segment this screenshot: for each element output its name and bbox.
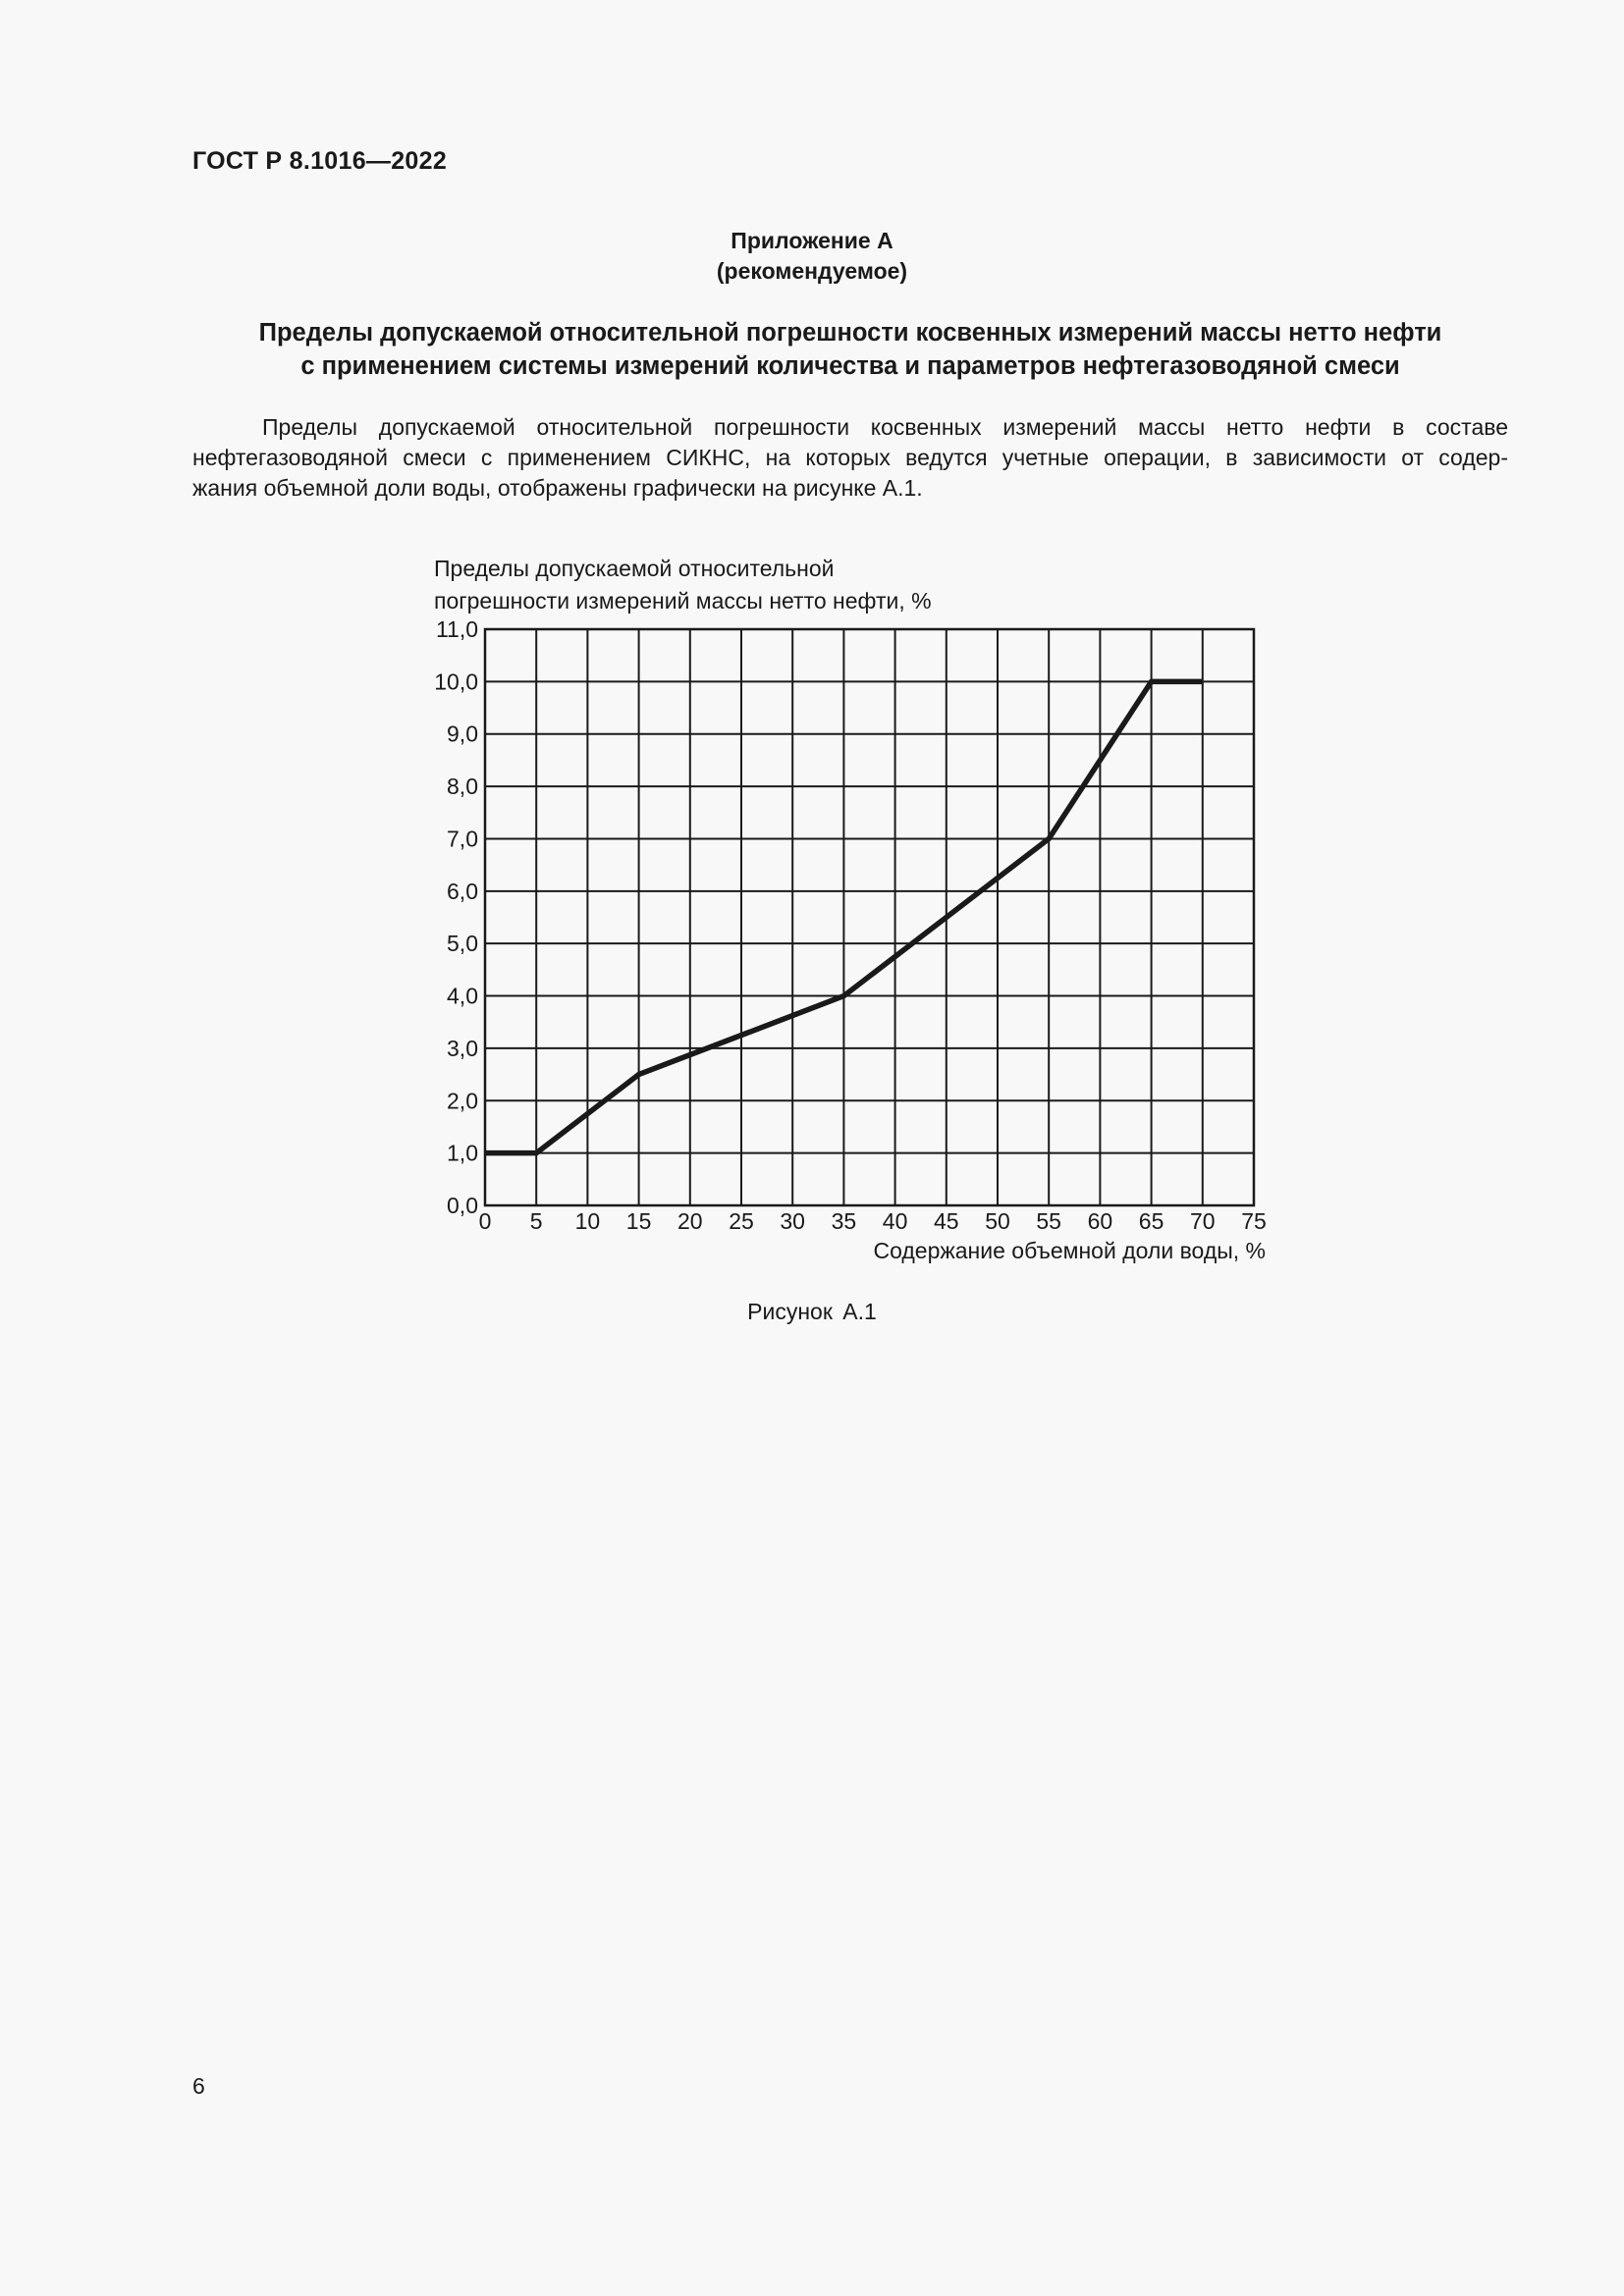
y-tick-label: 7,0: [447, 826, 478, 852]
y-tick-label: 2,0: [447, 1088, 478, 1114]
x-tick-label: 15: [625, 1208, 652, 1234]
figure-caption: Рисунок А.1: [747, 1299, 877, 1324]
x-tick-label: 25: [729, 1208, 754, 1234]
page-number: 6: [192, 2073, 205, 2099]
x-axis-label: Содержание объемной доли воды, %: [873, 1238, 1266, 1263]
document-code: ГОСТ Р 8.1016—2022: [192, 147, 448, 175]
appendix-title: Приложение А: [731, 228, 893, 253]
paragraph-line-3: жания объемной доли воды, отображены графически на рисунке А.1.: [192, 475, 923, 501]
y-tick-labels: [434, 616, 478, 1218]
y-tick-label: 0,0: [447, 1193, 478, 1218]
x-tick-label: 50: [985, 1208, 1010, 1234]
section-title-line-1: Пределы допускаемой относительной погрешности косвенных измерений массы нетто нефти: [258, 319, 1442, 347]
chart-grid: [485, 629, 1254, 1205]
x-tick-label: 70: [1190, 1208, 1216, 1234]
plot-border: [485, 629, 1254, 1205]
y-tick-label: 3,0: [447, 1035, 478, 1061]
x-tick-label: 20: [677, 1208, 703, 1234]
x-tick-label: 0: [478, 1208, 492, 1234]
y-tick-label: 4,0: [447, 983, 478, 1009]
y-tick-label: 8,0: [447, 774, 478, 800]
x-tick-label: 5: [529, 1208, 543, 1234]
plot-frame: [485, 629, 1254, 1205]
x-tick-label: 30: [780, 1208, 805, 1234]
appendix-status: (рекомендуемое): [716, 258, 908, 284]
axis-labels: [434, 556, 1266, 1263]
x-tick-labels: [479, 1208, 1267, 1234]
y-tick-label: 10,0: [434, 668, 478, 695]
y-tick-label: 9,0: [447, 721, 478, 747]
x-tick-label: 10: [574, 1208, 601, 1234]
x-tick-label: 60: [1087, 1208, 1113, 1234]
y-axis-label-line-1: Пределы допускаемой относительной: [434, 556, 835, 581]
x-tick-label: 65: [1138, 1208, 1164, 1234]
y-axis-label-line-2: погрешности измерений массы нетто нефти, %: [434, 588, 932, 614]
x-tick-label: 40: [882, 1208, 908, 1234]
x-tick-label: 55: [1036, 1208, 1061, 1234]
y-tick-label: 5,0: [447, 931, 478, 957]
x-tick-label: 35: [831, 1208, 857, 1234]
paragraph-line-1: Пределы допускаемой относительной погрешности косвенных измерений массы нетто нефти в составе: [262, 414, 1508, 440]
y-tick-label: 1,0: [447, 1140, 478, 1166]
section-title-line-2: с применением системы измерений количества и параметров нефтегазоводяной смеси: [300, 352, 1400, 380]
paragraph-line-2: нефтегазоводяной смеси с применением СИКНС, на которых ведутся учетные операции, в зависимости от содер-: [192, 445, 1508, 470]
x-tick-label: 45: [934, 1208, 959, 1234]
y-tick-label: 11,0: [435, 616, 478, 642]
y-tick-label: 6,0: [447, 878, 478, 904]
x-tick-label: 75: [1241, 1208, 1267, 1234]
